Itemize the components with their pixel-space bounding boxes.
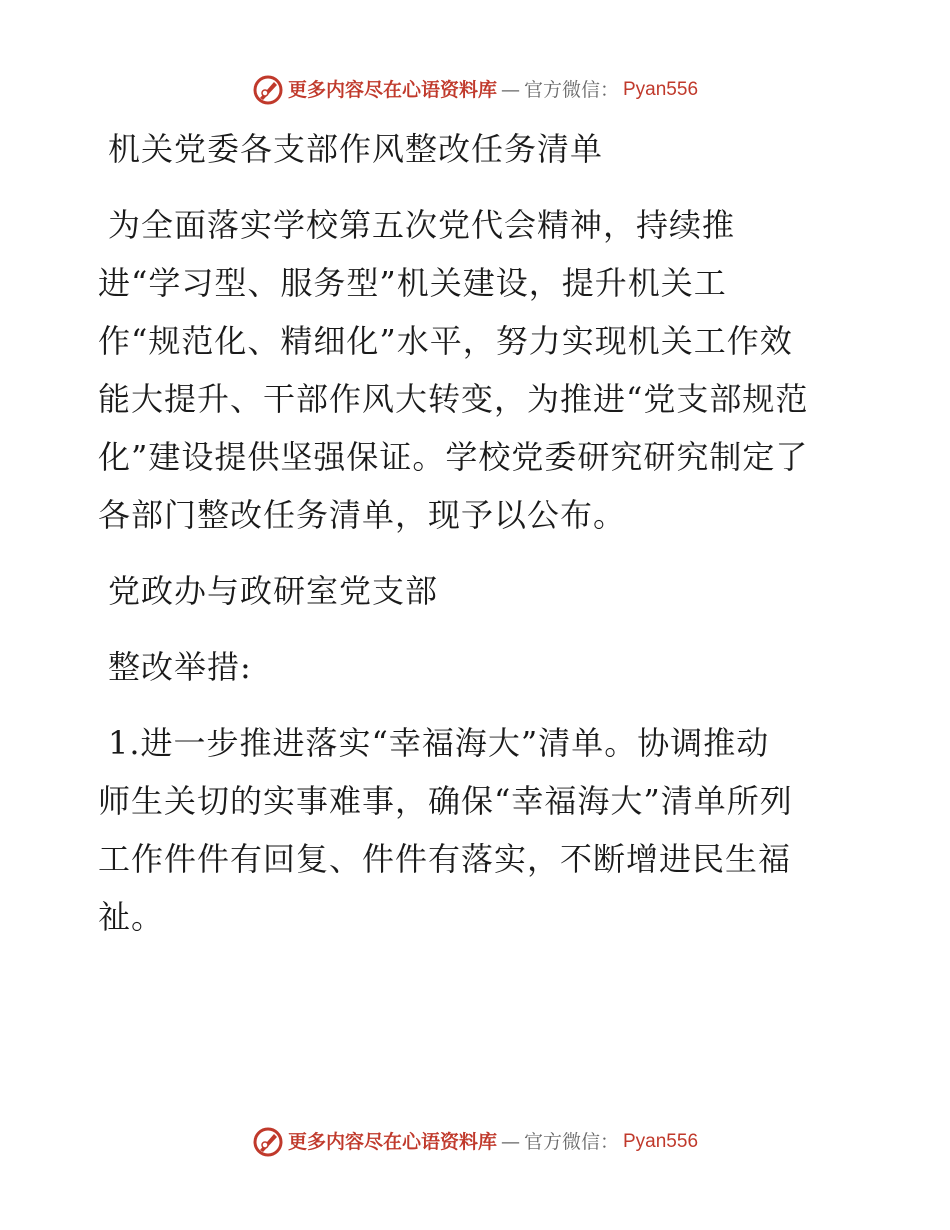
watermark-sub-text: 官方微信： [523, 1131, 619, 1153]
item-line: 工作件件有回复、件件有落实，不断增进民生福 [98, 840, 792, 878]
watermark-sub-text: 官方微信： [523, 79, 619, 101]
intro-paragraph [98, 196, 858, 544]
item-line: 1.进一步推进落实“幸福海大”清单。协调推动 [108, 724, 770, 762]
watermark-wechat-id: Pyan556 [623, 1131, 699, 1152]
intro-line: 为全面落实学校第五次党代会精神，持续推 [108, 206, 736, 244]
intro-line: 能大提升、干部作风大转变，为推进“党支部规范 [98, 380, 809, 418]
intro-line: 化”建设提供坚强保证。学校党委研究研究制定了 [98, 438, 809, 476]
quill-logo-icon [252, 1126, 284, 1158]
intro-line: 进“学习型、服务型”机关建设，提升机关工 [98, 264, 727, 302]
item-line: 祉。 [98, 898, 165, 936]
quill-logo-icon [252, 74, 284, 106]
intro-line: 作“规范化、精细化”水平，努力实现机关工作效 [98, 322, 793, 360]
measure-item-1 [98, 714, 858, 946]
watermark-main-text: 更多内容尽在心语资料库 [287, 1131, 497, 1153]
document-body [98, 120, 858, 946]
measures-label: 整改举措: [108, 648, 252, 686]
document-title: 机关党委各支部作风整改任务清单 [108, 130, 604, 168]
watermark-footer [0, 1126, 950, 1158]
section-heading: 党政办与政研室党支部 [108, 572, 439, 610]
watermark-dash: — [500, 1131, 520, 1153]
watermark-dash: — [500, 79, 520, 101]
watermark-header [0, 74, 950, 106]
watermark-wechat-id: Pyan556 [623, 79, 699, 100]
intro-line: 各部门整改任务清单，现予以公布。 [98, 496, 627, 534]
item-line: 师生关切的实事难事，确保“幸福海大”清单所列 [98, 782, 793, 820]
watermark-main-text: 更多内容尽在心语资料库 [287, 79, 497, 101]
